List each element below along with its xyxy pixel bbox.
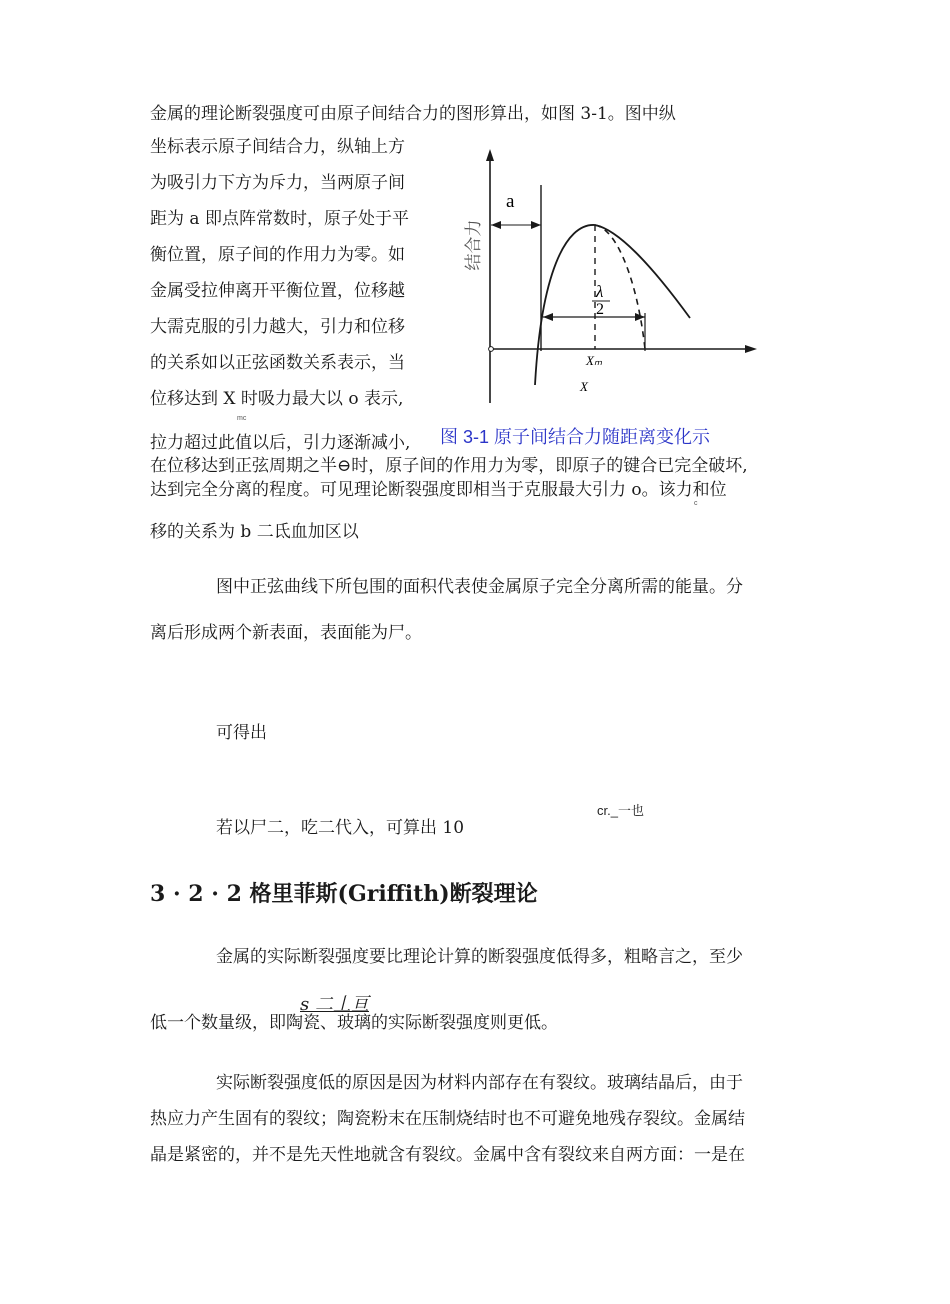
y-axis-arrow [486,149,494,161]
paragraph-line: 金属受拉伸离开平衡位置，位移越 [150,281,405,301]
paragraph-line: 距为 a 即点阵常数时，原子处于平 [150,209,409,229]
paragraph-line: 热应力产生固有的裂纹；陶瓷粉末在压制烧结时也不可避免地残存裂纹。金属结 [150,1109,745,1129]
force-curve [535,225,690,385]
paragraph-line: 可得出 [216,723,267,743]
paragraph-line: 实际断裂强度低的原因是因为材料内部存在有裂纹。玻璃结晶后，由于 [216,1073,743,1093]
paragraph-line: 金属的理论断裂强度可由原子间结合力的图形算出，如图 3-1。图中纵 [150,104,676,124]
figure-caption: 图 3-1 原子间结合力随距离变化示 [440,427,711,447]
paragraph-line: 达到完全分离的程度。可见理论断裂强度即相当于克服最大引力 o。该力和位 [150,480,727,500]
origin-dot [489,347,494,352]
paragraph-line: 位移达到 X 时吸力最大以 o 表示, [150,389,404,409]
paragraph-line: 为吸引力下方为斥力，当两原子间 [150,173,405,193]
paragraph-line: 若以尸二，吃二代入，可算出 10 [216,818,465,838]
label-lambda: λ [596,282,604,301]
paragraph-line: 低一个数量级，即陶瓷、玻璃的实际断裂强度则更低。 [150,1013,558,1033]
label-two: 2 [596,301,604,318]
inline-formula: s 二丄亘 [300,994,369,1015]
paragraph-line: 图中正弦曲线下所包围的面积代表使金属原子完全分离所需的能量。分 [216,577,743,597]
section-heading: 3 · 2 · 2 格里菲斯(Griffith)断裂理论 [150,881,538,907]
paragraph-line: 在位移达到正弦周期之半⊖时，原子间的作用力为零，即原子的键合已完全破坏, [150,456,748,476]
paragraph-line: 衡位置，原子间的作用力为零。如 [150,245,405,265]
label-xm: Xₘ [586,353,603,368]
paragraph-line: 晶是紧密的，并不是先天性地就含有裂纹。金属中含有裂纹来自两方面：一是在 [150,1145,745,1165]
paragraph-line: 离后形成两个新表面，表面能为尸。 [150,623,422,643]
paragraph-line: 的关系如以正弦函数关系表示，当 [150,353,405,373]
a-arrow-left [491,221,501,229]
paragraph-line: 移的关系为 b 二氐血加区以 [150,522,359,542]
subscript-c: c [694,500,698,507]
paragraph-line: 拉力超过此值以后，引力逐渐减小, [150,433,411,453]
x-axis-arrow [745,345,757,353]
label-y: 结合力 [464,219,483,271]
label-x: X [580,379,588,394]
label-a: a [506,191,515,212]
a-arrow-right [531,221,541,229]
subscript-mc: mc [237,415,247,422]
paragraph-line: 大需克服的引力越大，引力和位移 [150,317,405,337]
paragraph-line: 坐标表示原子间结合力，纵轴上方 [150,137,405,157]
paragraph-line: 金属的实际断裂强度要比理论计算的断裂强度低得多，粗略言之，至少 [216,947,743,967]
lambda-arrow-left [543,313,553,321]
formula-fragment: cr._一也 [597,803,644,818]
force-distance-figure [455,145,765,405]
